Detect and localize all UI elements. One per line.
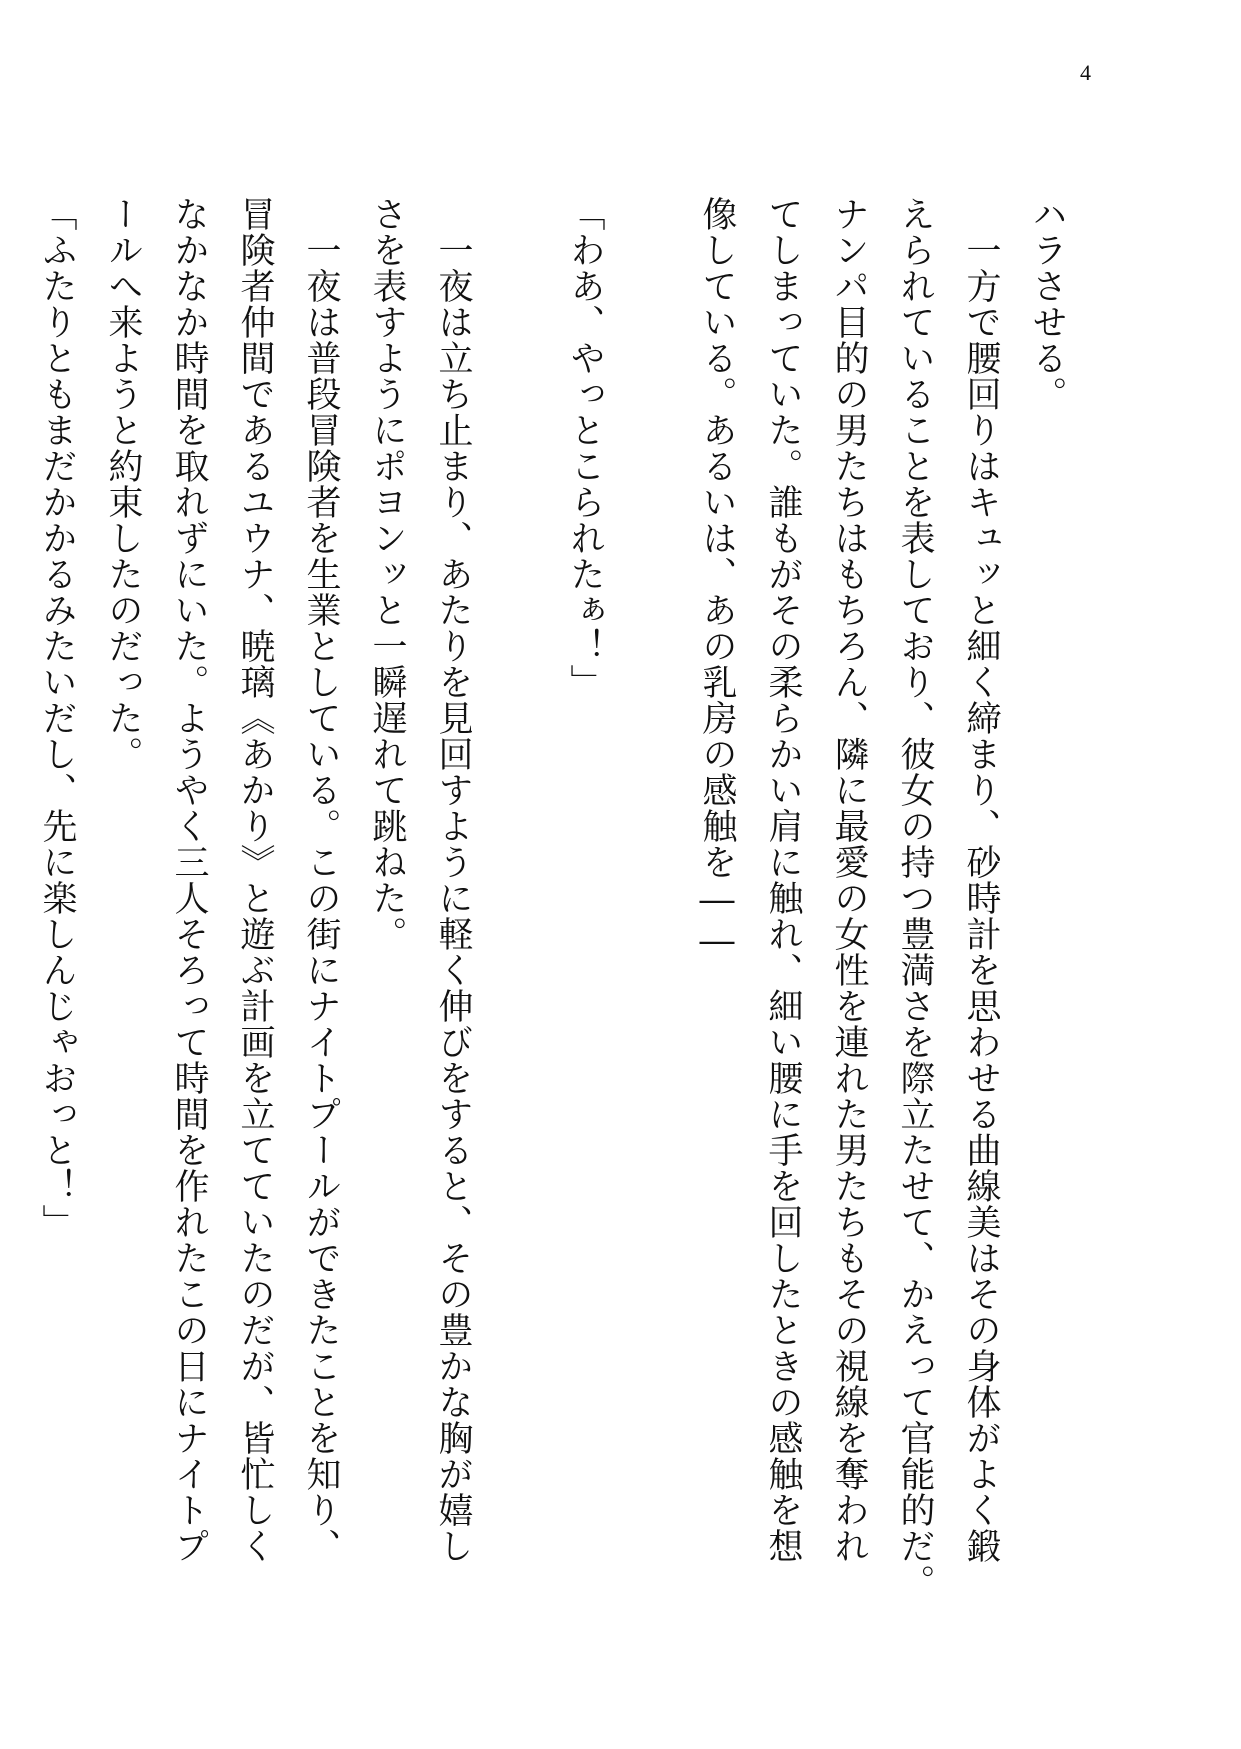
text-line: 像している。あるいは、あの乳房の感触を――	[697, 196, 737, 962]
page-number: 4	[1080, 60, 1091, 85]
text-line: さを表すようにポヨンッと一瞬遅れて跳ねた。	[367, 196, 407, 952]
text-line: ールへ来ようと約束したのだった。	[103, 196, 143, 772]
text-line: 一方で腰回りはキュッと細く締まり、砂時計を思わせる曲線美はその身体がよく鍛	[961, 196, 1001, 1564]
text-line: 一夜は普段冒険者を生業としている。この街にナイトプールができたことを知り、	[301, 196, 341, 1564]
text-line: 冒険者仲間であるユウナ、暁璃《あかり》と遊ぶ計画を立てていたのだが、皆忙しく	[235, 196, 275, 1564]
text-line: てしまっていた。誰もがその柔らかい肩に触れ、細い腰に手を回したときの感触を想	[763, 196, 803, 1564]
blank-line	[485, 196, 553, 1651]
dialogue-line: 「ふたりともまだかかるみたいだし、先に楽しんじゃおっと！」	[37, 196, 77, 1240]
text-line: なかなか時間を取れずにいた。ようやく三人そろって時間を作れたこの日にナイトプ	[169, 196, 209, 1564]
text-line: えられていることを表しており、彼女の持つ豊満さを際立たせて、かえって官能的だ。	[895, 196, 935, 1600]
text-line: 一夜は立ち止まり、あたりを見回すように軽く伸びをすると、その豊かな胸が嬉し	[433, 196, 473, 1564]
text-line: ハラさせる。	[1027, 196, 1067, 412]
novel-text-body	[0, 196, 1241, 1651]
dialogue-line: 「わあ、やっとこられたぁ！」	[565, 196, 605, 700]
text-line: ナンパ目的の男たちはもちろん、隣に最愛の女性を連れた男たちもその視線を奪われ	[829, 196, 869, 1564]
blank-line	[617, 196, 685, 1651]
